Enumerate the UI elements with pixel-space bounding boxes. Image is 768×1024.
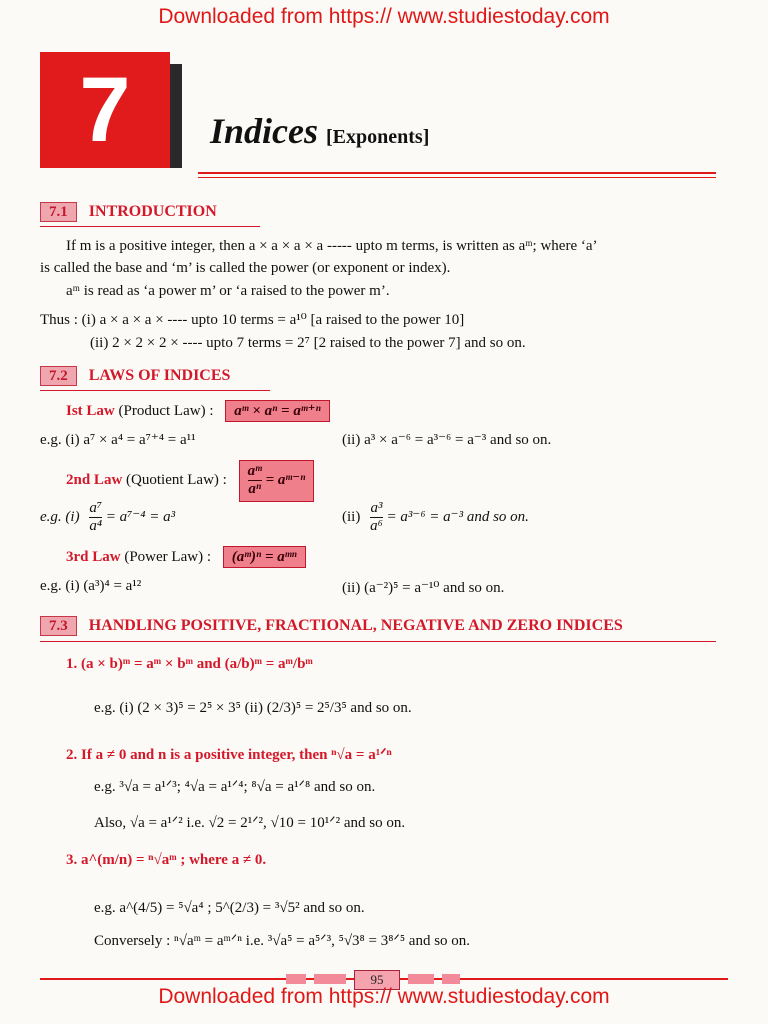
thus-example-1: Thus : (i) a × a × a × ---- upto 10 terms = a¹⁰ [a raised to the power 10] [40, 312, 465, 328]
eg-denominator: a⁶ [370, 518, 383, 535]
section-rule [40, 226, 260, 227]
eg-prefix: e.g. (i) [40, 509, 80, 526]
point-1-heading: 1. (a × b)ᵐ = aᵐ × bᵐ and (a/b)ᵐ = aᵐ/bᵐ [66, 656, 313, 672]
title-rule-thin [198, 177, 716, 178]
thus-example-2: (ii) 2 × 2 × 2 × ---- upto 7 terms = 2⁷ [2 raised to the power 7] and so on. [90, 335, 526, 351]
eg-rhs: = a³⁻⁶ = a⁻³ and so on. [386, 509, 529, 526]
point-3-example: e.g. a^(4/5) = ⁵√a⁴ ; 5^(2/3) = ³√5² and so on. [94, 900, 365, 916]
law-3-name: (Power Law) : [124, 549, 211, 565]
point-2-heading: 2. If a ≠ 0 and n is a positive integer, then ⁿ√a = a¹ᐟⁿ [66, 747, 392, 763]
law-2-name: (Quotient Law) : [126, 472, 227, 489]
eg-numerator: a³ [370, 500, 383, 516]
law-1-formula-box: aᵐ × aⁿ = aᵐ⁺ⁿ [225, 400, 330, 422]
section-title: INTRODUCTION [88, 203, 217, 220]
section-number: 7.3 [40, 616, 77, 636]
point-2-also: Also, √a = a¹ᐟ² i.e. √2 = 2¹ᐟ², √10 = 10¹ᐟ² and so on. [94, 815, 406, 831]
eg-rhs: = a⁷⁻⁴ = a³ [105, 509, 176, 526]
law-2-example-2 [342, 500, 529, 536]
point-3-heading: 3. a^(m/n) = ⁿ√aᵐ ; where a ≠ 0. [66, 852, 267, 868]
point-3-conversely: Conversely : ⁿ√aᵐ = aᵐᐟⁿ i.e. ³√a⁵ = a⁵ᐟ³, ⁵√3⁸ = 3⁸ᐟ⁵ and so on. [94, 933, 471, 949]
law-2-label: 2nd Law [66, 472, 123, 489]
law-1-name: (Product Law) : [118, 403, 214, 419]
law-1-row [66, 401, 330, 420]
law-2-row [66, 460, 314, 502]
chapter-title: Indices [210, 111, 318, 151]
law-1-example-2: (ii) a³ × a⁻⁶ = a³⁻⁶ = a⁻³ and so on. [342, 432, 552, 448]
chapter-subtitle: [Exponents] [326, 126, 430, 148]
section-7-3-header [40, 617, 623, 635]
eg-prefix: (ii) [342, 509, 361, 526]
law-1-label: Ist Law [66, 403, 115, 419]
page-number: 95 [354, 970, 400, 990]
footer-decoration [314, 974, 346, 984]
law-2-numerator: aᵐ [247, 463, 262, 479]
section-rule [40, 390, 270, 391]
section-title: LAWS OF INDICES [88, 367, 231, 384]
point-1-example: e.g. (i) (2 × 3)⁵ = 2⁵ × 3⁵ (ii) (2/3)⁵ = 2⁵/3⁵ and so on. [94, 700, 412, 716]
law-3-row [66, 549, 306, 566]
footer-decoration [286, 974, 306, 984]
law-2-denominator: aⁿ [248, 481, 262, 498]
section-number: 7.2 [40, 366, 77, 386]
download-banner-bottom: Downloaded from https:// www.studiestoday.com [158, 985, 610, 1008]
intro-line-3: aᵐ is read as ‘a power m’ or ‘a raised to the power m’. [66, 283, 390, 299]
law-2-example-1 [40, 500, 175, 536]
footer-decoration [442, 974, 460, 984]
intro-line-1: If m is a positive integer, then a × a × a × a ----- upto m terms, is written as aᵐ; where ‘a’ [66, 238, 598, 254]
section-7-2-header [40, 367, 230, 385]
chapter-number: 7 [40, 52, 170, 168]
eg-numerator: a⁷ [89, 500, 103, 516]
law-3-label: 3rd Law [66, 549, 121, 565]
point-2-example: e.g. ³√a = a¹ᐟ³; ⁴√a = a¹ᐟ⁴; ⁸√a = a¹ᐟ⁸ and so on. [94, 779, 376, 795]
footer-decoration [408, 974, 434, 984]
section-7-1-header [40, 203, 217, 221]
law-3-formula-box: (aᵐ)ⁿ = aᵐⁿ [223, 546, 306, 568]
eg-denominator: a⁴ [89, 518, 103, 535]
section-number: 7.1 [40, 202, 77, 222]
title-rule [198, 172, 716, 174]
download-banner-top: Downloaded from https:// www.studiestoday.com [158, 5, 610, 28]
law-2-rhs: = aᵐ⁻ⁿ [265, 472, 306, 489]
law-1-example-1: e.g. (i) a⁷ × a⁴ = a⁷⁺⁴ = a¹¹ [40, 432, 196, 448]
law-3-example-1: e.g. (i) (a³)⁴ = a¹² [40, 578, 142, 594]
chapter-title-block [210, 110, 429, 152]
section-rule [40, 641, 716, 642]
law-2-formula-box [239, 460, 315, 502]
section-title: HANDLING POSITIVE, FRACTIONAL, NEGATIVE AND ZERO INDICES [88, 617, 623, 634]
law-3-example-2: (ii) (a⁻²)⁵ = a⁻¹⁰ and so on. [342, 580, 505, 596]
intro-line-2: is called the base and ‘m’ is called the power (or exponent or index). [40, 260, 451, 276]
